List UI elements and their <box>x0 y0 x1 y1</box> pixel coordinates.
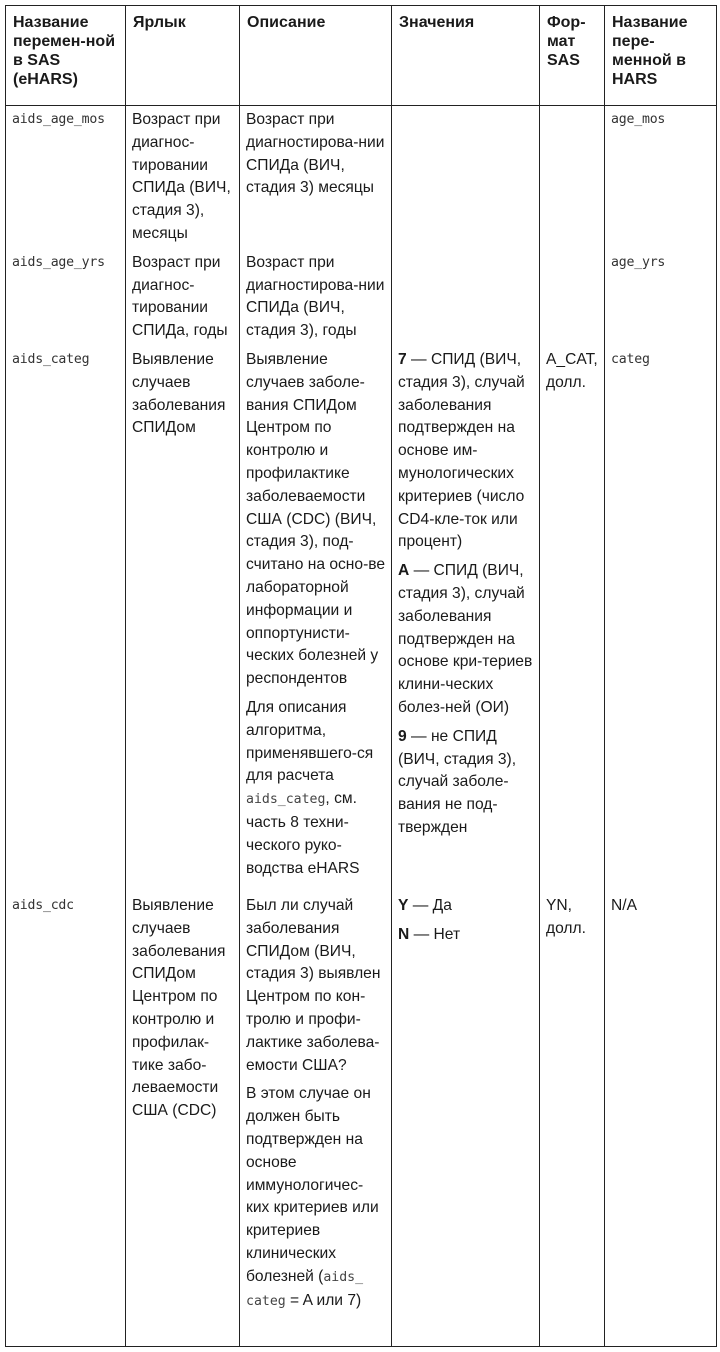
value-code: Y <box>398 896 409 914</box>
cell-description: Возраст при диагностирова-нии СПИДа (ВИЧ, стадия 3), годы <box>240 249 392 346</box>
cell-hars-variable: N/A <box>605 892 717 1347</box>
value-item <box>398 895 534 918</box>
description-note <box>246 697 386 880</box>
cell-label: Выявление случаев заболевания СПИДом Центром по контролю и профилак-тике забо-леваемости США (CDC) <box>126 892 240 1347</box>
table-row <box>6 346 717 892</box>
header-sas-variable: Название перемен-ной в SAS (eHARS) <box>6 6 126 106</box>
cell-hars-variable: age_yrs <box>605 249 717 346</box>
value-text: — СПИД (ВИЧ, стадия 3), случай заболевания подтвержден на основе кри-териев клини-ческих болез-ней (ОИ) <box>398 562 533 716</box>
cell-values <box>392 106 540 249</box>
cell-hars-variable: age_mos <box>605 106 717 249</box>
cell-description <box>240 346 392 892</box>
value-item <box>398 560 534 720</box>
header-hars-variable: Название пере-менной в HARS <box>605 6 717 106</box>
cell-label: Возраст при диагнос-тировании СПИДа, годы <box>126 249 240 346</box>
table-row <box>6 892 717 1347</box>
header-description: Описание <box>240 6 392 106</box>
value-code: N <box>398 925 410 943</box>
cell-values <box>392 346 540 892</box>
variables-table <box>5 5 717 1347</box>
cell-description <box>240 892 392 1347</box>
value-text: — Нет <box>409 925 461 943</box>
header-sas-format: Фор-мат SAS <box>540 6 605 106</box>
cell-description: Возраст при диагностирова-нии СПИДа (ВИЧ, стадия 3) месяцы <box>240 106 392 249</box>
cell-sas-variable: aids_age_yrs <box>6 249 126 346</box>
header-label: Ярлык <box>126 6 240 106</box>
header-values: Значения <box>392 6 540 106</box>
table-row <box>6 106 717 249</box>
note-text: , см. часть 8 техни-ческого руко-водства eHARS <box>246 790 360 877</box>
cell-values <box>392 892 540 1347</box>
note-text: В этом случае он должен быть подтвержден на основе иммунологичес-ких критериев или критериев клинических болезней ( <box>246 1085 379 1285</box>
value-code: 9 <box>398 727 407 745</box>
variable-reference: aids_ categ <box>246 1269 364 1309</box>
description-paragraph: Выявление случаев заболе-вания СПИДом Центром по контролю и профилактике заболеваемости США (CDC) (ВИЧ, стадия 3), под-считано на осно-ве лабораторной информации и оппортунисти-ческих болезней у респондентов <box>246 350 386 688</box>
cell-label: Выявление случаев заболевания СПИДом <box>126 346 240 892</box>
cell-format <box>540 249 605 346</box>
value-item <box>398 726 534 840</box>
cell-format: YN, долл. <box>540 892 605 1347</box>
cell-format: A_CAT, долл. <box>540 346 605 892</box>
cell-format <box>540 106 605 249</box>
description-note <box>246 1083 386 1313</box>
cell-sas-variable: aids_age_mos <box>6 106 126 249</box>
value-text: — Да <box>408 896 452 914</box>
description-paragraph: Был ли случай заболевания СПИДом (ВИЧ, стадия 3) выявлен Центром по кон-тролю и профи-лактике заболева-емости США? <box>246 896 381 1074</box>
table-row <box>6 249 717 346</box>
cell-values <box>392 249 540 346</box>
value-item <box>398 349 534 554</box>
note-text: = A или 7) <box>285 1291 362 1309</box>
value-text: — не СПИД (ВИЧ, стадия 3), случай заболе-вания не под-твержден <box>398 727 517 836</box>
value-text: — СПИД (ВИЧ, стадия 3), случай заболевания подтвержден на основе им-мунологических критериев (число CD4-кле-ток или процент) <box>398 350 525 551</box>
cell-sas-variable: aids_cdc <box>6 892 126 1347</box>
table-header-row <box>6 6 717 106</box>
value-item <box>398 924 534 947</box>
value-code: A <box>398 562 410 580</box>
cell-label: Возраст при диагнос-тировании СПИДа (ВИЧ, стадия 3), месяцы <box>126 106 240 249</box>
cell-sas-variable: aids_categ <box>6 346 126 892</box>
cell-hars-variable: categ <box>605 346 717 892</box>
note-text: Для описания алгоритма, применявшего-ся для расчета <box>246 698 374 785</box>
value-code: 7 <box>398 350 407 368</box>
variable-reference: aids_categ <box>246 792 326 808</box>
